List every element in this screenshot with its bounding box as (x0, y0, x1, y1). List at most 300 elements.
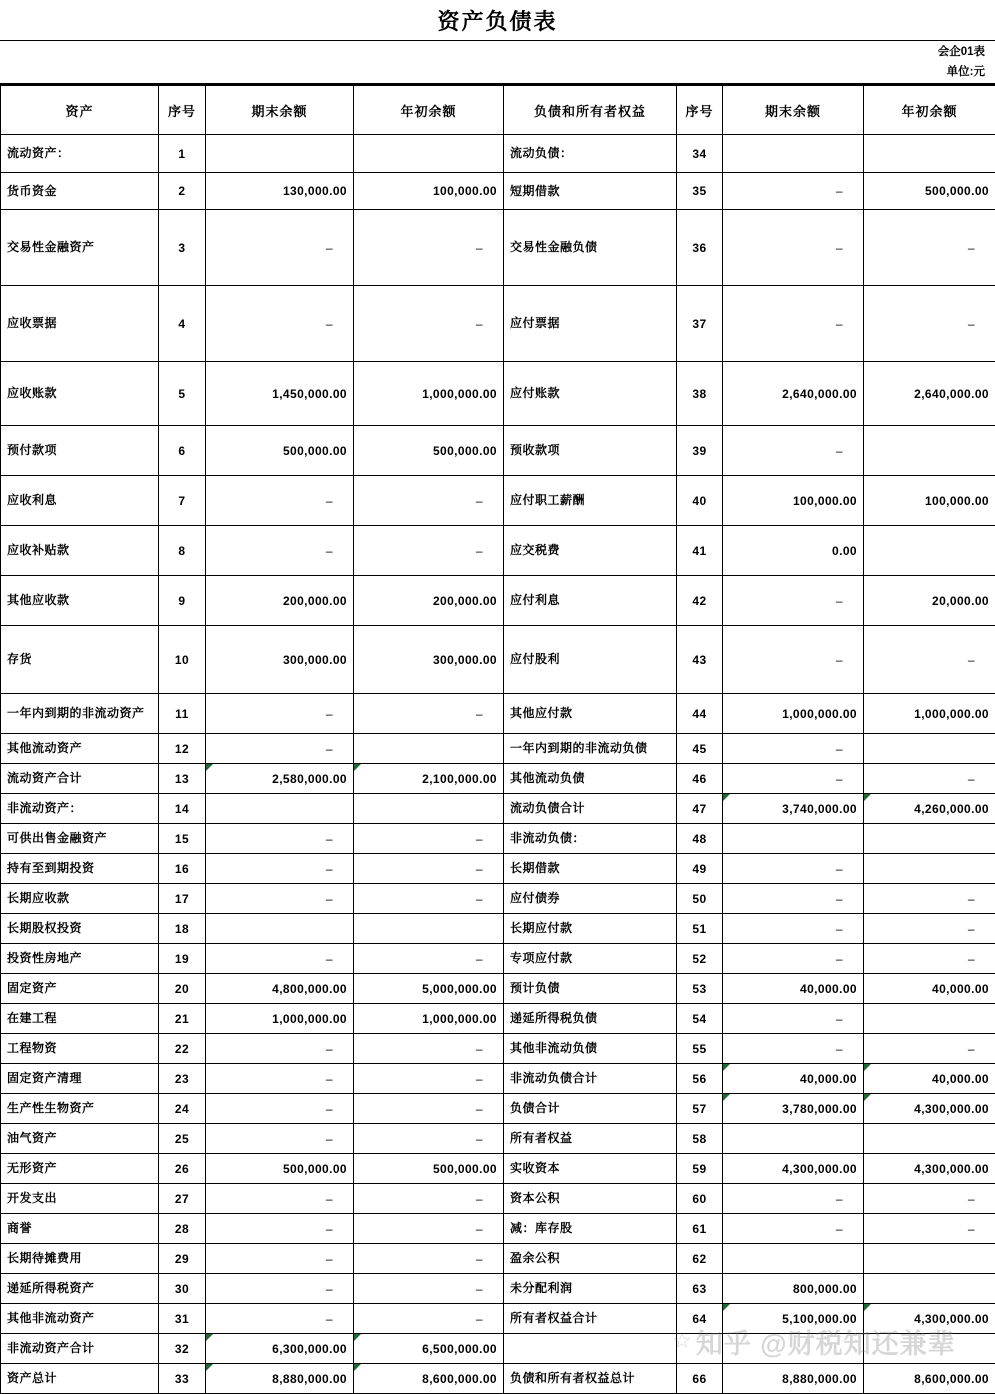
row-end-balance-left: 200,000.00 (206, 576, 354, 626)
row-label-right: 实收资本 (504, 1154, 677, 1184)
row-number-left: 17 (159, 884, 206, 914)
row-number-left: 15 (159, 824, 206, 854)
row-number-right: 54 (677, 1004, 723, 1034)
row-label-left: 长期股权投资 (1, 914, 159, 944)
row-number-right: 48 (677, 824, 723, 854)
row-number-right: 45 (677, 734, 723, 764)
row-end-balance-right: – (723, 914, 864, 944)
row-number-right: 37 (677, 286, 723, 362)
row-number-right: 63 (677, 1274, 723, 1304)
row-number-right: 55 (677, 1034, 723, 1064)
row-label-right: 长期借款 (504, 854, 677, 884)
row-begin-balance-left: 1,000,000.00 (354, 362, 504, 426)
row-end-balance-left: 8,880,000.00 (206, 1364, 354, 1394)
row-number-left: 23 (159, 1064, 206, 1094)
row-end-balance-left: 4,800,000.00 (206, 974, 354, 1004)
row-number-right: 51 (677, 914, 723, 944)
row-number-left: 26 (159, 1154, 206, 1184)
row-end-balance-left: 6,300,000.00 (206, 1334, 354, 1364)
row-number-right: 62 (677, 1244, 723, 1274)
table-row (1, 1274, 995, 1304)
row-label-right: 一年内到期的非流动负债 (504, 734, 677, 764)
row-label-right: 减：库存股 (504, 1214, 677, 1244)
table-row (1, 944, 995, 974)
row-number-left: 33 (159, 1364, 206, 1394)
row-begin-balance-left: – (354, 1274, 504, 1304)
row-begin-balance-left: – (354, 1124, 504, 1154)
row-number-right: 52 (677, 944, 723, 974)
row-label-right: 其他流动负债 (504, 764, 677, 794)
row-end-balance-right: 40,000.00 (723, 974, 864, 1004)
row-begin-balance-left (354, 734, 504, 764)
row-end-balance-left: – (206, 1304, 354, 1334)
row-number-left: 1 (159, 135, 206, 173)
table-row (1, 286, 995, 362)
row-begin-balance-right (864, 1124, 995, 1154)
col-header-end-right: 期末余额 (723, 86, 864, 135)
table-row (1, 854, 995, 884)
row-label-right: 应付股利 (504, 626, 677, 694)
row-label-right: 其他应付款 (504, 694, 677, 734)
row-end-balance-left: – (206, 210, 354, 286)
row-end-balance-right: 1,000,000.00 (723, 694, 864, 734)
row-end-balance-left: 500,000.00 (206, 426, 354, 476)
row-begin-balance-right: 500,000.00 (864, 173, 995, 210)
row-begin-balance-right: 8,600,000.00 (864, 1364, 995, 1394)
row-label-right: 流动负债合计 (504, 794, 677, 824)
row-end-balance-left: – (206, 286, 354, 362)
row-label-left: 可供出售金融资产 (1, 824, 159, 854)
row-label-left: 开发支出 (1, 1184, 159, 1214)
row-number-left: 5 (159, 362, 206, 426)
row-begin-balance-left: – (354, 694, 504, 734)
row-begin-balance-right: 40,000.00 (864, 974, 995, 1004)
row-begin-balance-left (354, 914, 504, 944)
table-row (1, 135, 995, 173)
row-label-left: 其他流动资产 (1, 734, 159, 764)
row-number-right: 40 (677, 476, 723, 526)
row-number-left: 24 (159, 1094, 206, 1124)
form-code-label: 会企01表 (938, 43, 985, 59)
row-end-balance-left (206, 135, 354, 173)
row-end-balance-right: 8,880,000.00 (723, 1364, 864, 1394)
row-label-right: 应付债券 (504, 884, 677, 914)
row-end-balance-left: 130,000.00 (206, 173, 354, 210)
table-row (1, 626, 995, 694)
row-number-right: 60 (677, 1184, 723, 1214)
row-begin-balance-right: 40,000.00 (864, 1064, 995, 1094)
table-row (1, 1064, 995, 1094)
watermark-text: 知乎 @财税知还兼辈 (696, 1322, 956, 1361)
col-header-begin-left: 年初余额 (354, 86, 504, 135)
row-number-left: 6 (159, 426, 206, 476)
col-header-no-right: 序号 (677, 86, 723, 135)
table-row (1, 426, 995, 476)
row-begin-balance-left: – (354, 824, 504, 854)
row-end-balance-left: 1,000,000.00 (206, 1004, 354, 1034)
row-number-right: 34 (677, 135, 723, 173)
table-row (1, 794, 995, 824)
row-begin-balance-right: 4,300,000.00 (864, 1154, 995, 1184)
row-begin-balance-left: 2,100,000.00 (354, 764, 504, 794)
row-label-right: 预收款项 (504, 426, 677, 476)
row-number-left: 13 (159, 764, 206, 794)
table-row (1, 884, 995, 914)
row-number-left: 9 (159, 576, 206, 626)
row-label-left: 应收补贴款 (1, 526, 159, 576)
row-label-right: 非流动负债合计 (504, 1064, 677, 1094)
row-number-left: 19 (159, 944, 206, 974)
row-number-right: 46 (677, 764, 723, 794)
col-header-asset: 资产 (1, 86, 159, 135)
row-begin-balance-left: 300,000.00 (354, 626, 504, 694)
row-end-balance-right (723, 135, 864, 173)
row-label-right: 应付利息 (504, 576, 677, 626)
row-end-balance-left: 500,000.00 (206, 1154, 354, 1184)
row-end-balance-right: 40,000.00 (723, 1064, 864, 1094)
row-end-balance-left: – (206, 476, 354, 526)
row-end-balance-right: – (723, 210, 864, 286)
row-end-balance-right: – (723, 734, 864, 764)
row-number-right: 44 (677, 694, 723, 734)
row-end-balance-right: 2,640,000.00 (723, 362, 864, 426)
row-begin-balance-left: – (354, 286, 504, 362)
row-label-right: 预计负债 (504, 974, 677, 1004)
row-end-balance-right: 100,000.00 (723, 476, 864, 526)
row-label-right: 应付账款 (504, 362, 677, 426)
row-end-balance-left: – (206, 944, 354, 974)
row-begin-balance-right: – (864, 286, 995, 362)
row-number-right: 61 (677, 1214, 723, 1244)
table-row (1, 1304, 995, 1334)
row-begin-balance-left: 8,600,000.00 (354, 1364, 504, 1394)
row-end-balance-left: – (206, 1094, 354, 1124)
row-begin-balance-left: – (354, 1064, 504, 1094)
row-begin-balance-left: 500,000.00 (354, 426, 504, 476)
row-begin-balance-left (354, 135, 504, 173)
row-end-balance-right: – (723, 884, 864, 914)
row-number-left: 31 (159, 1304, 206, 1334)
row-begin-balance-right (864, 526, 995, 576)
row-number-left: 25 (159, 1124, 206, 1154)
row-begin-balance-left: 5,000,000.00 (354, 974, 504, 1004)
row-end-balance-left: – (206, 1184, 354, 1214)
table-row (1, 1154, 995, 1184)
row-end-balance-right: – (723, 1214, 864, 1244)
row-begin-balance-right: 2,640,000.00 (864, 362, 995, 426)
row-end-balance-left (206, 914, 354, 944)
row-begin-balance-left: 200,000.00 (354, 576, 504, 626)
col-header-liability: 负债和所有者权益 (504, 86, 677, 135)
row-end-balance-left: – (206, 1034, 354, 1064)
row-begin-balance-right (864, 1334, 995, 1364)
row-begin-balance-left: 6,500,000.00 (354, 1334, 504, 1364)
row-end-balance-right (723, 1124, 864, 1154)
row-end-balance-left: 300,000.00 (206, 626, 354, 694)
row-end-balance-left: – (206, 1064, 354, 1094)
row-label-left: 应收票据 (1, 286, 159, 362)
row-label-right: 短期借款 (504, 173, 677, 210)
row-number-left: 11 (159, 694, 206, 734)
col-header-no-left: 序号 (159, 86, 206, 135)
row-label-left: 商誉 (1, 1214, 159, 1244)
row-number-left: 18 (159, 914, 206, 944)
table-row (1, 694, 995, 734)
row-end-balance-right: – (723, 286, 864, 362)
row-number-right: 42 (677, 576, 723, 626)
row-number-right: 53 (677, 974, 723, 1004)
row-label-right: 长期应付款 (504, 914, 677, 944)
row-label-right: 交易性金融负债 (504, 210, 677, 286)
balance-sheet-table (0, 85, 995, 1394)
row-end-balance-right: – (723, 626, 864, 694)
row-end-balance-left: – (206, 734, 354, 764)
row-end-balance-left: – (206, 1214, 354, 1244)
row-label-left: 货币资金 (1, 173, 159, 210)
row-label-right: 资本公积 (504, 1184, 677, 1214)
row-number-left: 30 (159, 1274, 206, 1304)
row-number-right: 59 (677, 1154, 723, 1184)
table-row (1, 764, 995, 794)
row-number-right (677, 1334, 723, 1364)
row-end-balance-right (723, 1244, 864, 1274)
row-number-right: 66 (677, 1364, 723, 1394)
row-begin-balance-left: 1,000,000.00 (354, 1004, 504, 1034)
row-begin-balance-right (864, 854, 995, 884)
row-begin-balance-right: 100,000.00 (864, 476, 995, 526)
table-row (1, 526, 995, 576)
row-label-right: 流动负债： (504, 135, 677, 173)
row-begin-balance-left: – (354, 1304, 504, 1334)
row-end-balance-right: – (723, 1034, 864, 1064)
row-begin-balance-left: – (354, 1244, 504, 1274)
row-end-balance-right: – (723, 1004, 864, 1034)
header-row (1, 86, 995, 135)
row-label-left: 油气资产 (1, 1124, 159, 1154)
col-header-begin-right: 年初余额 (864, 86, 995, 135)
row-end-balance-left: 2,580,000.00 (206, 764, 354, 794)
row-label-left: 生产性生物资产 (1, 1094, 159, 1124)
row-number-left: 8 (159, 526, 206, 576)
row-end-balance-left: – (206, 884, 354, 914)
row-begin-balance-right: 4,300,000.00 (864, 1094, 995, 1124)
table-row (1, 1034, 995, 1064)
row-begin-balance-right (864, 734, 995, 764)
row-begin-balance-right (864, 1004, 995, 1034)
row-label-left: 持有至到期投资 (1, 854, 159, 884)
row-end-balance-right: – (723, 854, 864, 884)
row-number-left: 14 (159, 794, 206, 824)
row-begin-balance-left: – (354, 476, 504, 526)
table-row (1, 974, 995, 1004)
row-label-right: 应付职工薪酬 (504, 476, 677, 526)
table-row (1, 914, 995, 944)
row-end-balance-left: – (206, 854, 354, 884)
row-begin-balance-left: – (354, 944, 504, 974)
row-number-left: 29 (159, 1244, 206, 1274)
page-title: 资产负债表 (437, 5, 557, 36)
row-number-left: 32 (159, 1334, 206, 1364)
row-begin-balance-left: 100,000.00 (354, 173, 504, 210)
row-begin-balance-right: – (864, 884, 995, 914)
row-end-balance-right (723, 1334, 864, 1364)
row-begin-balance-left: – (354, 526, 504, 576)
row-label-right: 递延所得税负债 (504, 1004, 677, 1034)
row-end-balance-right: 4,300,000.00 (723, 1154, 864, 1184)
table-row (1, 1004, 995, 1034)
row-label-right: 负债合计 (504, 1094, 677, 1124)
table-row (1, 1184, 995, 1214)
row-label-left: 长期待摊费用 (1, 1244, 159, 1274)
row-label-left: 预付款项 (1, 426, 159, 476)
row-number-right: 35 (677, 173, 723, 210)
row-number-right: 64 (677, 1304, 723, 1334)
row-number-left: 21 (159, 1004, 206, 1034)
row-label-left: 资产总计 (1, 1364, 159, 1394)
row-number-left: 7 (159, 476, 206, 526)
row-label-left: 应收账款 (1, 362, 159, 426)
row-number-right: 36 (677, 210, 723, 286)
row-label-right: 未分配利润 (504, 1274, 677, 1304)
row-label-right: 其他非流动负债 (504, 1034, 677, 1064)
table-row (1, 1334, 995, 1364)
row-label-left: 非流动资产： (1, 794, 159, 824)
row-label-left: 应收利息 (1, 476, 159, 526)
row-number-right: 39 (677, 426, 723, 476)
row-number-right: 38 (677, 362, 723, 426)
row-label-right: 负债和所有者权益总计 (504, 1364, 677, 1394)
table-row (1, 1214, 995, 1244)
row-number-right: 58 (677, 1124, 723, 1154)
row-number-left: 3 (159, 210, 206, 286)
row-label-right: 所有者权益合计 (504, 1304, 677, 1334)
row-end-balance-left: – (206, 1124, 354, 1154)
row-number-left: 22 (159, 1034, 206, 1064)
row-begin-balance-right (864, 135, 995, 173)
row-begin-balance-right: 4,260,000.00 (864, 794, 995, 824)
table-row (1, 734, 995, 764)
row-begin-balance-left: – (354, 854, 504, 884)
row-end-balance-left (206, 794, 354, 824)
table-body (1, 135, 995, 1394)
row-begin-balance-left: – (354, 1184, 504, 1214)
row-begin-balance-left: 500,000.00 (354, 1154, 504, 1184)
row-label-right: 盈余公积 (504, 1244, 677, 1274)
row-end-balance-right: 3,740,000.00 (723, 794, 864, 824)
row-label-left: 存货 (1, 626, 159, 694)
row-begin-balance-right (864, 426, 995, 476)
row-label-left: 无形资产 (1, 1154, 159, 1184)
row-begin-balance-right: – (864, 210, 995, 286)
row-label-left: 非流动资产合计 (1, 1334, 159, 1364)
row-end-balance-right: 5,100,000.00 (723, 1304, 864, 1334)
row-end-balance-right (723, 824, 864, 854)
row-label-right: 专项应付款 (504, 944, 677, 974)
table-row (1, 362, 995, 426)
row-end-balance-left: – (206, 526, 354, 576)
row-begin-balance-right (864, 1244, 995, 1274)
row-label-left: 递延所得税资产 (1, 1274, 159, 1304)
title-bar (0, 0, 995, 41)
row-begin-balance-right: 20,000.00 (864, 576, 995, 626)
row-label-right: 非流动负债： (504, 824, 677, 854)
row-label-right: 应付票据 (504, 286, 677, 362)
table-row (1, 1244, 995, 1274)
unit-label: 单位:元 (947, 63, 985, 79)
table-row (1, 824, 995, 854)
row-end-balance-right: – (723, 944, 864, 974)
row-label-right: 所有者权益 (504, 1124, 677, 1154)
star-icon: ☆ (672, 1328, 693, 1354)
row-number-right: 50 (677, 884, 723, 914)
row-begin-balance-right: 1,000,000.00 (864, 694, 995, 734)
row-label-left: 固定资产清理 (1, 1064, 159, 1094)
row-number-left: 16 (159, 854, 206, 884)
row-end-balance-right: 800,000.00 (723, 1274, 864, 1304)
row-label-right: 应交税费 (504, 526, 677, 576)
row-label-left: 投资性房地产 (1, 944, 159, 974)
row-label-left: 交易性金融资产 (1, 210, 159, 286)
row-number-left: 4 (159, 286, 206, 362)
row-number-right: 57 (677, 1094, 723, 1124)
table-row (1, 1094, 995, 1124)
table-row (1, 210, 995, 286)
row-end-balance-left: – (206, 824, 354, 854)
row-begin-balance-right: – (864, 1034, 995, 1064)
row-begin-balance-right: – (864, 1184, 995, 1214)
row-end-balance-left: 1,450,000.00 (206, 362, 354, 426)
row-begin-balance-right (864, 824, 995, 854)
row-end-balance-left: – (206, 1274, 354, 1304)
row-label-left: 工程物资 (1, 1034, 159, 1064)
row-label-left: 长期应收款 (1, 884, 159, 914)
table-header (1, 86, 995, 135)
row-begin-balance-right: – (864, 914, 995, 944)
row-number-left: 10 (159, 626, 206, 694)
row-end-balance-right: 0.00 (723, 526, 864, 576)
row-begin-balance-left: – (354, 1214, 504, 1244)
row-label-left: 流动资产合计 (1, 764, 159, 794)
row-number-right: 49 (677, 854, 723, 884)
row-begin-balance-left: – (354, 1094, 504, 1124)
table-row (1, 1364, 995, 1394)
row-end-balance-right: – (723, 764, 864, 794)
row-label-left: 固定资产 (1, 974, 159, 1004)
row-end-balance-right: – (723, 1184, 864, 1214)
row-label-left: 其他非流动资产 (1, 1304, 159, 1334)
row-number-left: 28 (159, 1214, 206, 1244)
row-begin-balance-right: – (864, 626, 995, 694)
row-label-left: 在建工程 (1, 1004, 159, 1034)
row-begin-balance-right: – (864, 1214, 995, 1244)
row-number-left: 27 (159, 1184, 206, 1214)
row-end-balance-left: – (206, 1244, 354, 1274)
row-number-left: 12 (159, 734, 206, 764)
row-end-balance-right: – (723, 173, 864, 210)
row-number-right: 56 (677, 1064, 723, 1094)
row-begin-balance-right: 4,300,000.00 (864, 1304, 995, 1334)
table-row (1, 173, 995, 210)
table-row (1, 576, 995, 626)
col-header-end-left: 期末余额 (206, 86, 354, 135)
row-begin-balance-right: – (864, 764, 995, 794)
row-label-left: 流动资产： (1, 135, 159, 173)
row-number-right: 43 (677, 626, 723, 694)
meta-bar (0, 41, 995, 85)
row-begin-balance-right (864, 1274, 995, 1304)
row-label-left: 一年内到期的非流动资产 (1, 694, 159, 734)
row-number-right: 41 (677, 526, 723, 576)
